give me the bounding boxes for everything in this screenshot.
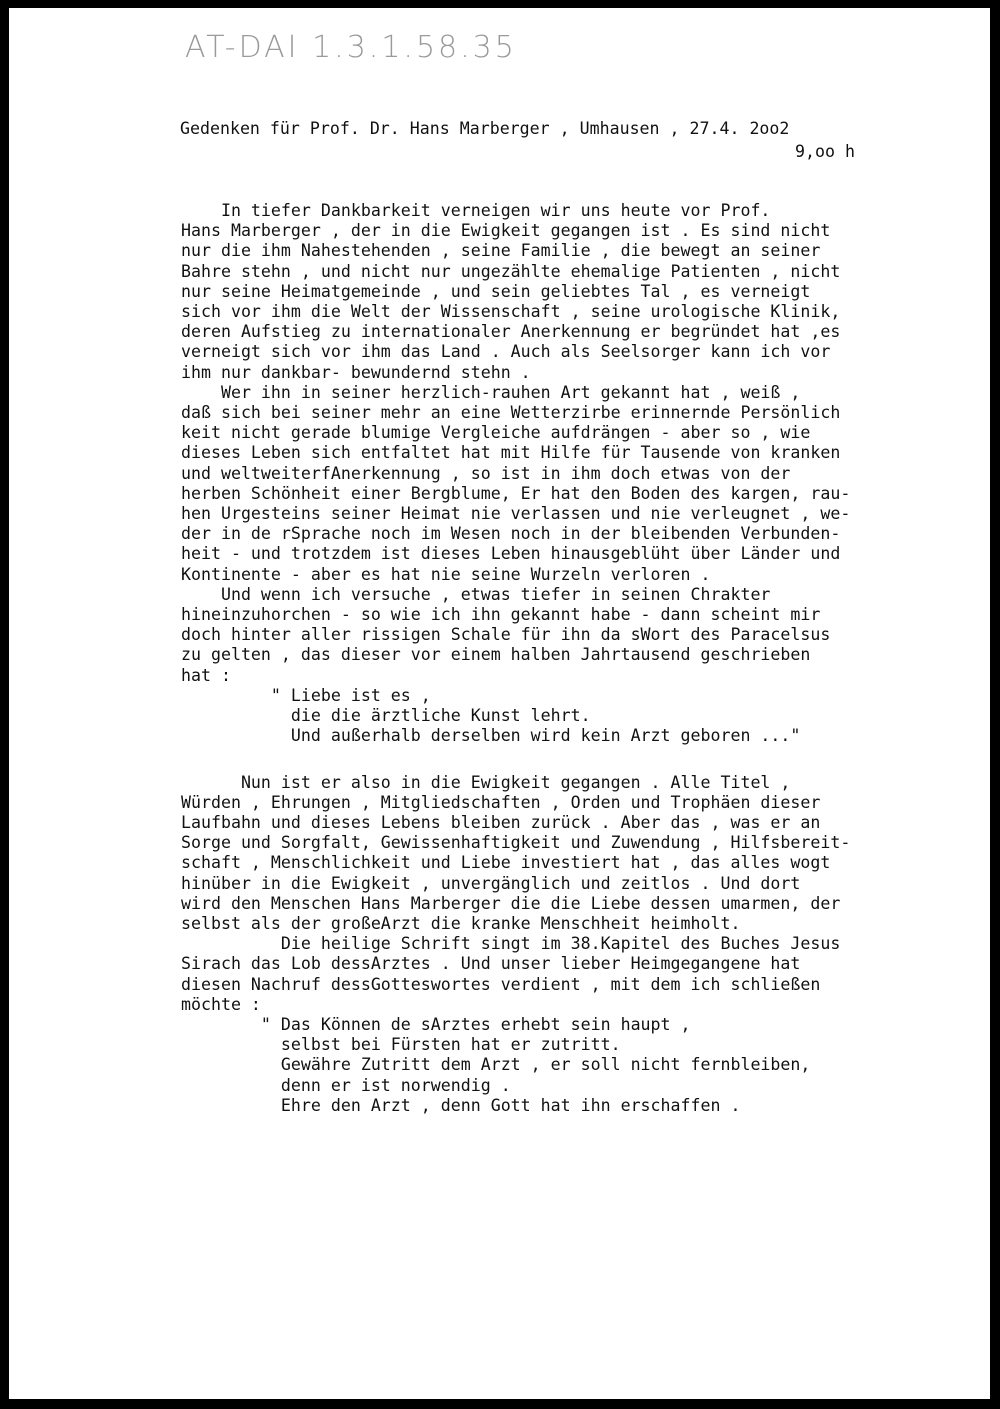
body-line: Kontinente - aber es hat nie seine Wurzeln verloren . [181, 564, 711, 584]
body-line: " Liebe ist es , [181, 685, 431, 705]
body-line: nur die ihm Nahestehenden , seine Familie , die bewegt an seiner [181, 241, 821, 261]
body-line: zu gelten , das dieser vor einem halben Jahrtausend geschrieben [181, 645, 811, 665]
body-line: hineinzuhorchen - so wie ich ihn gekannt habe - dann scheint mir [181, 605, 821, 624]
body-line: und weltweiterfAnerkennung , so ist in ihm doch etwas von der [181, 463, 791, 483]
body-line: daß sich bei seiner mehr an eine Wetterzirbe erinnernde Persönlich [181, 403, 841, 422]
body-line: möchte : [181, 994, 261, 1014]
body-line: ihm nur dankbar- bewundernd stehn . [181, 362, 531, 382]
body-line: hinüber in die Ewigkeit , unvergänglich und zeitlos . Und dort [181, 873, 801, 893]
body-line: wird den Menschen Hans Marberger die die Liebe dessen umarmen, der [181, 893, 841, 913]
body-line: nur seine Heimatgemeinde , und sein geliebtes Tal , es verneigt [181, 281, 811, 301]
body-line: selbst als der großeArzt die kranke Menschheit heimholt. [181, 914, 741, 933]
body-line: Nun ist er also in die Ewigkeit gegangen . Alle Titel , [181, 772, 791, 792]
body-line: doch hinter aller rissigen Schale für ihn da sWort des Paracelsus [181, 625, 831, 645]
body-line: " Das Können de sArztes erhebt sein haupt , [181, 1015, 691, 1034]
body-line: Bahre stehn , und nicht nur ungezählte ehemalige Patienten , nicht [181, 261, 841, 281]
body-line: die die ärztliche Kunst lehrt. [181, 706, 591, 725]
body-line: Ehre den Arzt , denn Gott hat ihn erschaffen . [181, 1095, 741, 1115]
body-line: Laufbahn und dieses Lebens bleiben zurück . Aber das , was er an [181, 813, 821, 832]
body-line: hen Urgesteins seiner Heimat nie verlassen und nie verleugnet , we- [181, 504, 851, 523]
body-line: Wer ihn in seiner herzlich-rauhen Art gekannt hat , weiß , [181, 382, 801, 402]
body-line: heit - und trotzdem ist dieses Leben hinausgeblüht über Länder und [181, 544, 841, 564]
body-line: Sirach das Lob dessArztes . Und unser lieber Heimgegangene hat [181, 954, 801, 974]
body-line: Und außerhalb derselben wird kein Arzt geboren ..." [181, 726, 801, 746]
body-line: dieses Leben sich entfaltet hat mit Hilfe für Tausende von kranken [181, 443, 841, 463]
body-line: denn er ist norwendig . [181, 1075, 511, 1095]
body-line: Sorge und Sorgfalt, Gewissenhaftigkeit und Zuwendung , Hilfsbereit- [181, 833, 851, 853]
body-line: selbst bei Fürsten hat er zutritt. [181, 1035, 621, 1055]
body-line: keit nicht gerade blumige Vergleiche aufdrängen - aber so , wie [181, 423, 811, 443]
body-line: hat : [181, 665, 231, 685]
body-line: In tiefer Dankbarkeit verneigen wir uns heute vor Prof. [181, 201, 771, 220]
header-title-line: Gedenken für Prof. Dr. Hans Marberger , Umhausen , 27.4. 2oo2 [180, 119, 790, 138]
document-page [9, 8, 990, 1399]
header-time-line: 9,oo h [795, 142, 855, 161]
body-line: herben Schönheit einer Bergblume, Er hat den Boden des kargen, rau- [181, 483, 851, 503]
body-line: Hans Marberger , der in die Ewigkeit gegangen ist . Es sind nicht [181, 221, 831, 241]
body-line: der in de rSprache noch im Wesen noch in der bleibenden Verbunden- [181, 524, 841, 544]
body-line: schaft , Menschlichkeit und Liebe investiert hat , das alles wogt [181, 853, 831, 873]
body-line: Gewähre Zutritt dem Arzt , er soll nicht fernbleiben, [181, 1055, 811, 1075]
body-line: Die heilige Schrift singt im 38.Kapitel des Buches Jesus [181, 934, 841, 954]
body-line: deren Aufstieg zu internationaler Anerkennung er begründet hat ,es [181, 322, 841, 342]
body-line: Würden , Ehrungen , Mitgliedschaften , Orden und Trophäen dieser [181, 792, 821, 812]
body-line: verneigt sich vor ihm das Land . Auch als Seelsorger kann ich vor [181, 342, 831, 362]
body-line: sich vor ihm die Welt der Wissenschaft , seine urologische Klinik, [181, 302, 841, 321]
body-line: Und wenn ich versuche , etwas tiefer in seinen Chrakter [181, 584, 771, 604]
archive-signature: AT-DAI 1.3.1.58.35 [185, 30, 517, 65]
body-line: diesen Nachruf dessGotteswortes verdient , mit dem ich schließen [181, 974, 821, 994]
